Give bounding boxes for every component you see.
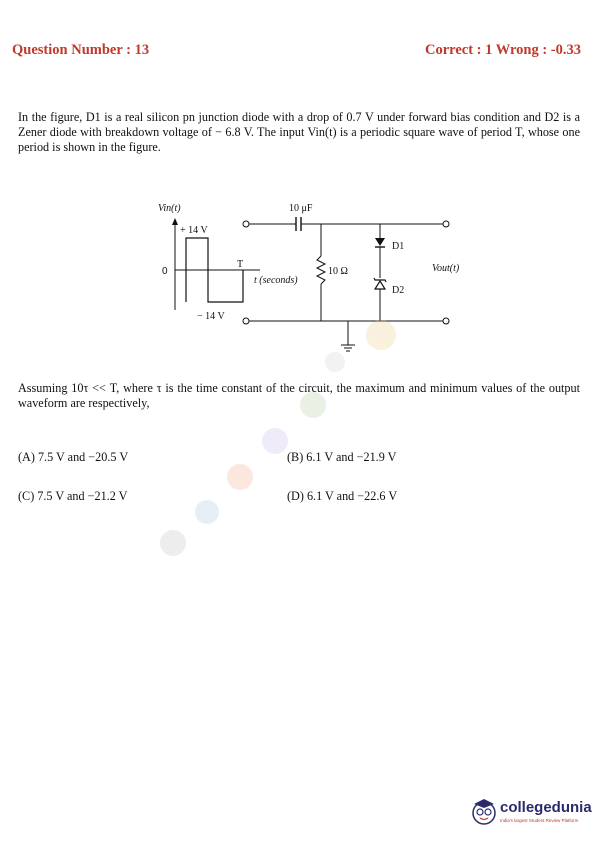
watermark-stamp — [160, 530, 186, 556]
logo-name: collegedunia — [500, 799, 592, 816]
question-prompt: Assuming 10τ << T, where τ is the time constant of the circuit, the maximum and minimum values of the output waveform are respectively, — [18, 381, 580, 410]
watermark-stamp — [300, 392, 326, 418]
d2-label: D2 — [392, 285, 405, 296]
capacitor-label: 10 μF — [289, 203, 313, 214]
question-text: In the figure, D1 is a real silicon pn junction diode with a drop of 0.7 V under forward bias condition and D2 is a Zener diode with breakdown voltage of − 6.8 V. The input Vin(t) is a periodic square wave of period T, whose one period is shown in the figure. — [18, 110, 580, 154]
zero-label: 0 — [162, 266, 168, 277]
output-terminal-top — [443, 221, 449, 227]
resistor-label: 10 Ω — [328, 266, 348, 277]
vout-label: Vout(t) — [432, 263, 460, 274]
circuit-figure — [0, 0, 595, 380]
logo-tagline: India's largest Student Review Platform — [500, 818, 579, 823]
resistor-symbol — [317, 256, 325, 284]
minus-level-label: − 14 V — [197, 311, 225, 322]
watermark-stamp — [227, 464, 253, 490]
option-b[interactable]: (B) 6.1 V and −21.9 V — [287, 450, 397, 464]
watermark-stamp — [366, 320, 396, 350]
logo-mascot-icon — [470, 798, 498, 826]
plus-level-label: + 14 V — [180, 225, 208, 236]
collegedunia-logo — [470, 796, 590, 832]
option-d[interactable]: (D) 6.1 V and −22.6 V — [287, 489, 398, 503]
period-label: T — [237, 259, 244, 270]
score-info: Correct : 1 Wrong : -0.33 — [425, 42, 581, 58]
d2-zener-icon — [375, 281, 385, 289]
output-terminal-bottom — [443, 318, 449, 324]
option-a[interactable]: (A) 7.5 V and −20.5 V — [18, 450, 129, 464]
question-number: Question Number : 13 — [12, 42, 150, 58]
vin-axis-arrow-icon — [172, 218, 178, 225]
d1-diode-icon — [375, 238, 385, 246]
input-terminal-bottom — [243, 318, 249, 324]
watermark-stamp — [195, 500, 219, 524]
vin-label: Vin(t) — [158, 203, 181, 214]
input-terminal-top — [243, 221, 249, 227]
watermark-stamp — [262, 428, 288, 454]
d1-label: D1 — [392, 241, 405, 252]
time-label: t (seconds) — [254, 275, 298, 286]
option-c[interactable]: (C) 7.5 V and −21.2 V — [18, 489, 128, 503]
watermark-stamp — [325, 352, 345, 372]
